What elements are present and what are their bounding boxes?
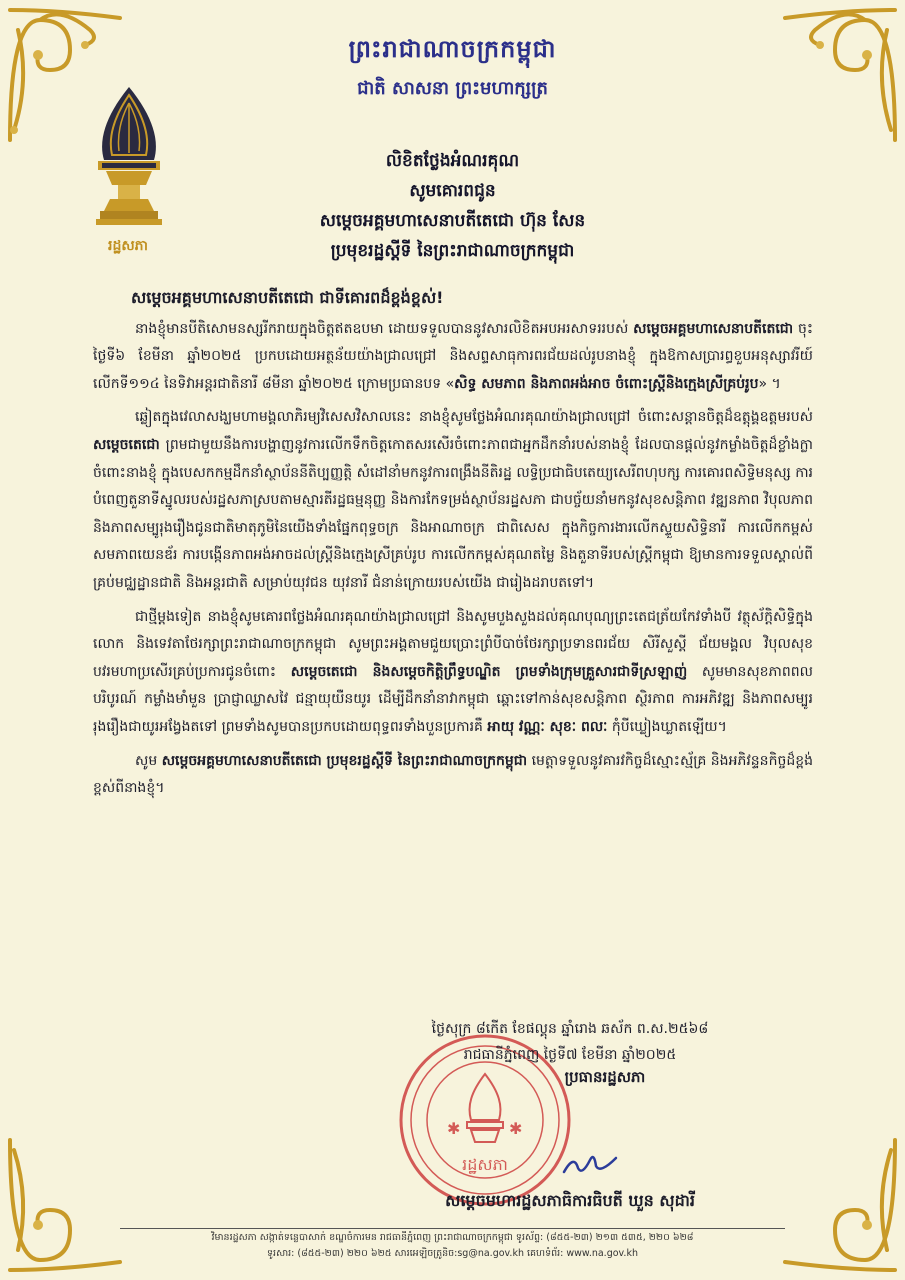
paragraph-3-text: សូមមានសុខភាពពលបរិបូរណ៍ កម្លាំងមាំមួន ប្រាជ្ញាឈ្លាសវៃ ជន្មាយុយឺនយូរ ដើម្បីដឹកនាំនាវាកម្ពុជា ឆ្ពោះទៅកាន់សុខសន្តិភាព ស្ថិរភាព ការអភិវឌ្ឍ និងភាពសម្បូររុងរឿងជាយូរអង្វែងតទៅ ព្រមទាំងសូមបានប្រកបដោយពុទ្ធពរទាំងបួនប្រការគឺ: [93, 663, 813, 735]
footer-address: វិមានរដ្ឋសភា សង្កាត់ទន្លេបាសាក់ ខណ្ឌចំការមន រាជធានីភ្នំពេញ ព្រះរាជាណាចក្រកម្ពុជា ទូរស័ព្ទ: (៨៥៥-២៣) ២១៣ ៥៣៥, ២២០ ៦២៨: [211, 1232, 694, 1243]
closing-text: មេត្តាទទួលនូវគារវកិច្ចដ៏ស្មោះស្ម័គ្រ និងអភិវន្ទនកិច្ចដ៏ខ្ពង់ខ្ពស់ពីនាងខ្ញុំ។: [93, 752, 813, 797]
paragraph-1-bold: សម្ដេចអគ្គមហាសេនាបតីតេជោ: [633, 320, 794, 337]
footer-divider: [120, 1228, 785, 1229]
national-motto: ជាតិ សាសនា ព្រះមហាក្សត្រ: [357, 78, 548, 99]
paragraph-3-text: ជាថ្មីម្ដងទៀត នាងខ្ញុំសូមគោរពថ្លែងអំណរគុណយ៉ាងជ្រាលជ្រៅ និងសូមបួងសួងដល់គុណបុណ្យព្រះតេជត្រ័យកែវទាំងបី វត្ថុស័ក្តិសិទ្ធិក្នុងលោក និងទេវតាថែរក្សាព្រះរាជាណាចក្រកម្ពុជា សូមព្រះអង្គតាមជួយប្រោះព្រំបីបាច់ថែរក្សាប្រទានពរជ័យ សិរីសួស្ដី ជ័យមង្គល វិបុលសុខ បវរមហាប្រសើរគ្រប់ប្រការជូនចំពោះ: [93, 608, 813, 680]
letter-title: លិខិតថ្លែងអំណរគុណ: [385, 151, 520, 171]
closing-text: សូម: [135, 752, 162, 769]
ornament-corner-icon: [0, 1130, 130, 1280]
signature-icon: [560, 1150, 620, 1178]
paragraph-2: [93, 404, 813, 597]
institution-label: រដ្ឋសភា: [108, 238, 148, 254]
closing-paragraph: [93, 748, 813, 803]
paragraph-1-text: » ។: [758, 375, 781, 392]
signer-title: ប្រធានរដ្ឋសភា: [564, 1068, 646, 1086]
seal-label: រដ្ឋសភា: [462, 1155, 508, 1174]
paragraph-1-text: ចុះថ្ងៃទី៦ ខែមីនា ឆ្នាំ២០២៥ ប្រកបដោយអត្ថន័យយ៉ាងជ្រាលជ្រៅ និងសព្ទសាធុការពរជ័យដល់រូបនាងខ្ញុំ ក្នុងឱកាសប្រារព្ធខួបអនុស្សាវរីយ៍ លើកទី១១៤ នៃទិវាអន្តរជាតិនារី ៨មីនា ឆ្នាំ២០២៥ ក្រោមប្រធានបទ «: [93, 320, 813, 392]
solar-date: រាជធានីភ្នំពេញ ថ្ងៃទី៧ ខែមីនា ឆ្នាំ២០២៥: [463, 1047, 677, 1063]
closing-bold: សម្ដេចអគ្គមហាសេនាបតីតេជោ ប្រមុខរដ្ឋស្ដីទី នៃព្រះរាជាណាចក្រកម្ពុជា: [161, 752, 528, 769]
kingdom-title: ព្រះរាជាណាចក្រកម្ពុជា: [348, 35, 557, 63]
paragraph-1-text: នាងខ្ញុំមានបីតិសោមនស្សរីករាយក្នុងចិត្តឥតឧបមា ដោយទទួលបាននូវសារលិខិតអបអរសាទររបស់: [135, 320, 634, 337]
signer-name: សម្ដេចមហារដ្ឋសភាធិការធិបតី ឃួន សុដារី: [445, 1191, 695, 1210]
addressee-intro: សូមគោរពជូន: [409, 181, 496, 201]
svg-text:✱: ✱: [447, 1119, 461, 1138]
letter-heading: [200, 146, 705, 266]
national-assembly-emblem-icon: [88, 85, 170, 235]
paragraph-3-bold: សម្ដេចតេជោ និងសម្ដេចកិត្តិព្រឹទ្ធបណ្ឌិត ព្រមទាំងក្រុមគ្រួសារជាទីស្រឡាញ់: [290, 663, 688, 680]
paragraph-3: [93, 604, 813, 742]
paragraph-2-bold: សម្ដេចតេជោ: [93, 436, 160, 453]
theme-title: សិទ្ធ សមភាព និងភាពអង់អាច ចំពោះស្ត្រីនិងក្មេងស្រីគ្រប់រូប: [454, 375, 759, 392]
addressee-name: សម្ដេចអគ្គមហាសេនាបតីតេជោ ហ៊ុន សែន: [319, 211, 586, 231]
paragraph-2-text: ព្រមជាមួយនឹងការបង្ហាញនូវការលើកទឹកចិត្តកោតសរសើរចំពោះភាពជាអ្នកដឹកនាំរបស់នាងខ្ញុំ ដែលបានផ្ដល់នូវកម្លាំងចិត្តដ៏ខ្លាំងក្លាចំពោះនាងខ្ញុំ ក្នុងបេសកកម្មដឹកនាំស្ថាប័ននីតិប្បញ្ញត្តិ សំដៅនាំមកនូវការពង្រឹងនីតិរដ្ឋ លទ្ធិប្រជាធិបតេយ្យសេរីពហុបក្ស ការគោរពសិទ្ធិមនុស្ស ការបំពេញតួនាទីស្នូលរបស់រដ្ឋសភាស្របតាមស្មារតីរដ្ឋធម្មនុញ្ញ និងការកែទម្រង់ស្ថាប័នរដ្ឋសភា ជាបច្ច័យនាំមកនូវសុខសន្តិភាព វឌ្ឍនភាព វិបុលភាព និងភាពសម្បូរុងរឿងជូនជាតិមាតុភូមិនៃយើងទាំងផ្នែកពុទ្ធចក្រ និងអាណាចក្រ ជាពិសេស ក្នុងកិច្ចការងារលើកស្ទួយសិទ្ធិនារី ការលើកកម្ពស់សមភាពយេនឌ័រ ការបង្កើនភាពអង់អាចដល់ស្ត្រីនិងក្មេងស្រីគ្រប់រូប ការលើកកម្ពស់គុណតម្លៃ និងតួនាទីរបស់ស្ត្រីកម្ពុជា ឱ្យមានការទទួលស្គាល់ពីគ្រប់មជ្ឈដ្ឋានជាតិ និងអន្តរជាតិ សម្រាប់យុវជន យុវនារី ជំនាន់ក្រោយរបស់យើង ជារៀងដរាបតទៅ។: [93, 436, 813, 591]
footer: [120, 1230, 785, 1262]
paragraph-3-text: កុំបីឃ្លៀងឃ្លាតឡើយ។: [607, 718, 727, 735]
letter-body: [93, 284, 813, 803]
paragraph-1: [93, 316, 813, 399]
blessings: អាយុ វណ្ណៈ សុខៈ ពលៈ: [487, 718, 608, 735]
date-block: [370, 1016, 770, 1068]
svg-text:✱: ✱: [509, 1119, 523, 1138]
lunar-date: ថ្ងៃសុក្រ ៨កើត ខែផល្គុន ឆ្នាំរោង ឆស័ក ព.ស.២៥៦៨: [431, 1021, 709, 1037]
ornament-corner-icon: [775, 0, 905, 150]
paragraph-2-text: ឆ្លៀតក្នុងវេលាសង្ឃមហាមង្គលាភិរម្យវិសេសវិសាលនេះ នាងខ្ញុំសូមថ្លែងអំណរគុណយ៉ាងជ្រាលជ្រៅ ចំពោះសន្ដានចិត្តដ៏ឧត្តុង្គឧត្តមរបស់: [135, 409, 813, 426]
addressee-title: ប្រមុខរដ្ឋស្ដីទី នៃព្រះរាជាណាចក្រកម្ពុជា: [330, 241, 575, 261]
salutation: សម្ដេចអគ្គមហាសេនាបតីតេជោ ជាទីគោរពដ៏ខ្ពង់ខ្ពស់!: [131, 288, 444, 307]
footer-contact: ទូរសារ: (៨៥៥-២៣) ២២០ ៦២៥ សារអេឡិចត្រូនិច:sg@na.gov.kh គេហទំព័រ: www.na.gov.kh: [267, 1248, 638, 1259]
